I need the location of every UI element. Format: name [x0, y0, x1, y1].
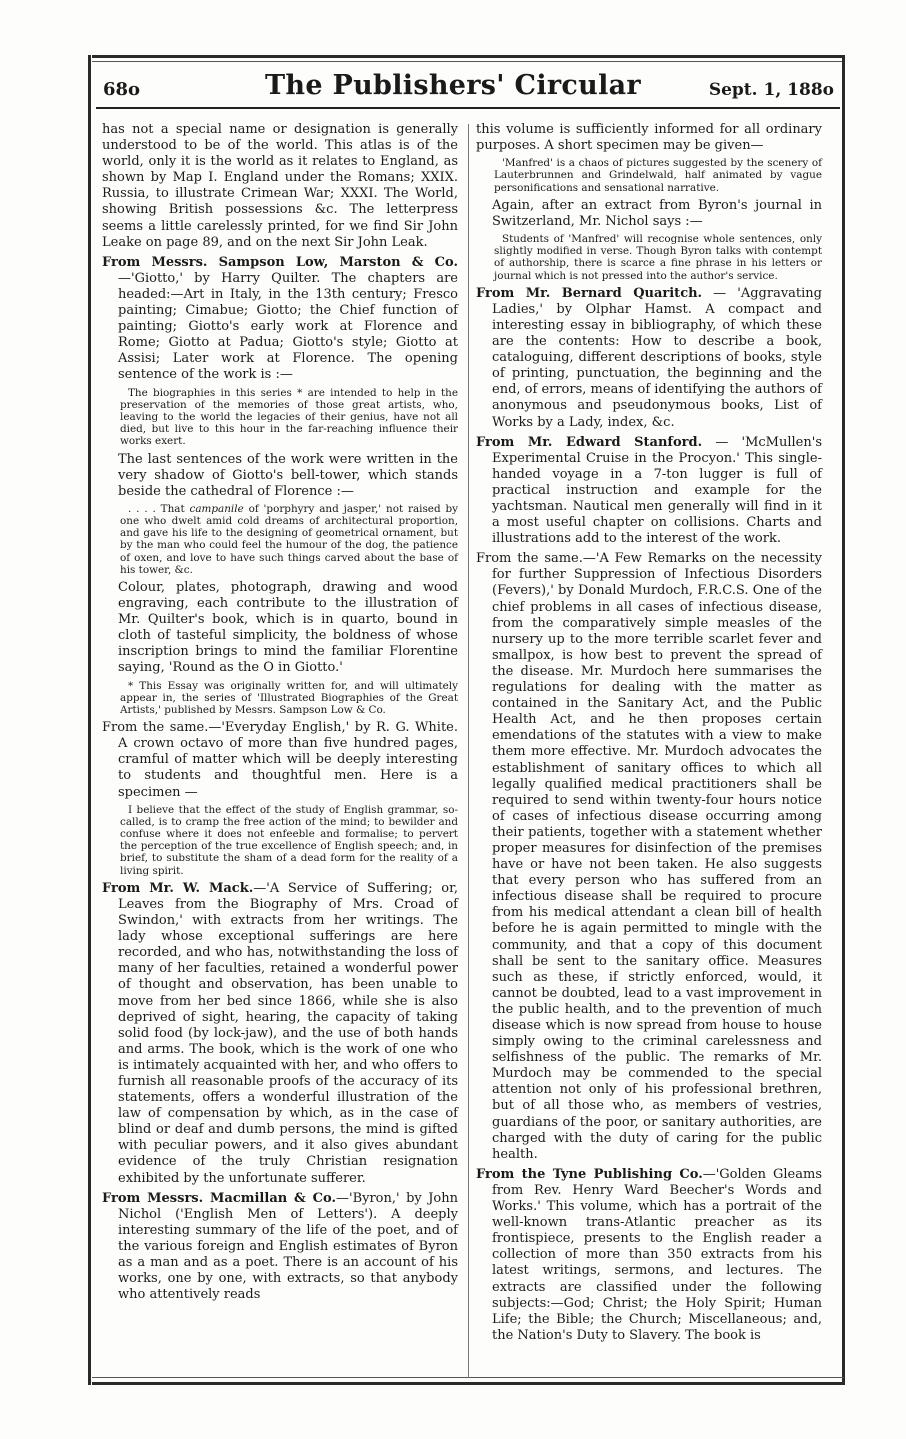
entry-publisher: From Mr. Bernard Quaritch. [476, 285, 703, 301]
quoted-extract [102, 503, 458, 576]
paragraph-text: From the same.—'Everyday English,' by R. G. White. A crown octavo of more than five hundred pages, cramful of matter which will be deeply interesting to students and thoughtful men. Here is a specimen — [102, 720, 458, 800]
review-entry [102, 881, 458, 1187]
review-entry [476, 551, 822, 1163]
review-entry [102, 720, 458, 800]
review-entry [476, 435, 822, 548]
paragraph-text: of 'porphyry and jasper,' not raised by one who dwelt amid cold dreams of architectural proportion, and gave his life to the designing of geometrical ornament, but by the man who could feel the humour of the dog, the patience of oxen, and love to have such things carved about the base of his tower, &c. [120, 502, 458, 576]
paragraph-text: Students of 'Manfred' will recognise whole sentences, only slightly modified in verse. Though Byron talks with contempt of authorship, there is scarce a fine phrase in his letters or journal which is not pressed into the author's service. [494, 232, 822, 282]
issue-date: Sept. 1, 188o [708, 80, 834, 100]
paragraph-text: —'A Service of Suffering; or, Leaves from the Biography of Mrs. Croad of Swindon,' with extracts from her writings. The lady whose exceptional sufferings are here recorded, and who has, notwithstanding the loss of many of her faculties, retained a wonderful power of thought and observation, has been unable to move from her bed since 1866, while she is also deprived of sight, hearing, the capacity of taking solid food (by lock-jaw), and the use of both hands and arms. The book, which is the work of one who is intimately acquainted with her, and who offers to furnish all reasonable proofs of the accuracy of its statements, offers a wonderful illustration of the law of compensation by which, as in the case of blind or deaf and dumb persons, the mind is gifted with peculiar powers, and it also gives abundant evidence of the truly Christian resignation exhibited by the unfortunate sufferer. [118, 880, 458, 1186]
paragraph [476, 122, 822, 154]
paragraph-text: — 'Aggravating Ladies,' by Olphar Hamst. A compact and interesting essay in bibliography, of which these are the contents: How to describe a book, cataloguing, different descriptions of books, style of printing, punctuation, the beginning and the end, of errors, means of identifying the authors of anonymous and pseudonymous books, List of Works by a Lady, index, &c. [492, 285, 822, 430]
paragraph [476, 198, 822, 230]
review-entry [102, 255, 458, 384]
border-top-rule [92, 55, 844, 58]
paragraph-text: 'Manfred' is a chaos of pictures suggested by the scenery of Lauterbrunnen and Grindelwald, half animated by vague personifications and sensational narrative. [494, 157, 822, 194]
quoted-extract [476, 157, 822, 194]
entry-publisher: From the Tyne Publishing Co. [476, 1166, 703, 1182]
quote-prefix: . . . . That [128, 502, 190, 515]
entry-publisher: From Mr. Edward Stanford. [476, 434, 703, 450]
review-entry [476, 1167, 822, 1344]
paragraph-text: Again, after an extract from Byron's journal in Switzerland, Mr. Nichol says :— [492, 197, 822, 229]
entry-publisher: From Mr. W. Mack. [102, 880, 254, 896]
paragraph-text: Colour, plates, photograph, drawing and wood engraving, each contribute to the illustration of Mr. Quilter's book, which is in quarto, bound in cloth of tasteful simplicity, the boldness of whose inscription brings to mind the familiar Florentine saying, 'Round as the O in Giotto.' [118, 580, 458, 676]
border-bottom-rule [92, 1382, 844, 1385]
paragraph [102, 580, 458, 677]
quoted-extract [476, 233, 822, 282]
review-entry [102, 1191, 458, 1304]
page-number: 68o [103, 79, 141, 100]
left-column [102, 122, 458, 1306]
review-entry [476, 286, 822, 431]
paragraph-text: —'Giotto,' by Harry Quilter. The chapters are headed:—Art in Italy, in the 13th century; Fresco painting; Cimabue; Giotto; the Chief function of painting; Giotto's early work at Florence and Rome; Giotto at Padua; Giotto's style; Giotto at Assisi; Later work at Florence. The opening sentence of the work is :— [118, 270, 458, 383]
quoted-extract [102, 387, 458, 448]
paragraph-text: The last sentences of the work were written in the very shadow of Giotto's bell-tower, which stands beside the cathedral of Florence :— [118, 451, 458, 499]
paragraph-text: has not a special name or designation is generally understood to be of the world. This atlas is of the world, only it is the world as it relates to England, as shown by Map I. England under the Romans; XXIX. Russia, to illustrate Crimean War; XXXI. The World, showing British possessions &c. The letterpress seems a little carelessly printed, for we find Sir John Leake on page 89, and on the next Sir John Leak. [102, 122, 458, 250]
entry-publisher: From Messrs. Sampson Low, Marston & Co. [102, 254, 458, 270]
quoted-extract [102, 680, 458, 717]
border-top-inner-rule [92, 61, 844, 62]
quoted-extract [102, 804, 458, 877]
paragraph-text: The biographies in this series * are intended to help in the preservation of the memories of those great artists, who, leaving to the world the legacies of their genius, have not all died, but live to this hour in the far-reaching influence their works exert. [120, 386, 458, 448]
page-title: The Publishers' Circular [265, 70, 641, 101]
paragraph-text: —'Byron,' by John Nichol ('English Men of Letters'). A deeply interesting summary of the life of the poet, and of the various foreign and English estimates of Byron as a man and as a poet. There is an account of his works, one by one, with extracts, so that anybody who attentively reads [118, 1190, 458, 1303]
column-divider [468, 124, 469, 1378]
border-left-rule [88, 55, 91, 1385]
paragraph [102, 122, 458, 251]
entry-publisher: From Messrs. Macmillan & Co. [102, 1190, 336, 1206]
border-right-rule [842, 55, 845, 1385]
paragraph-text: — 'McMullen's Experimental Cruise in the Procyon.' This single-handed voyage in a 7-ton lugger is full of practical instruction and example for the yachtsman. Nautical men generally will find in it a most useful chapter on collisions. Charts and illustrations add to the interest of the work. [492, 434, 822, 547]
paragraph-text: * This Essay was originally written for, and will ultimately appear in, the series of 'Illustrated Biographies of the Great Artists,' published by Messrs. Sampson Low & Co. [120, 679, 458, 716]
header-rule [96, 107, 840, 109]
paragraph-text: From the same.—'A Few Remarks on the necessity for further Suppression of Infectious Disorders (Fevers),' by Donald Murdoch, F.R.C.S. One of the chief problems in all cases of infectious disease, from the comparatively simple measles of the nursery up to the more terrible scarlet fever and smallpox, is how best to prevent the spread of the disease. Mr. Murdoch here summarises the regulations for dealing with the matter as contained in the Sanitary Act, and the Public Health Act, and he then proposes certain emendations of the statutes with a view to make them more effective. Mr. Murdoch advocates the establishment of sanitary offices to which all legally qualified medical practitioners shall be required to send within twenty-four hours notice of cases of infectious disease occurring among their patients, together with a statement whether proper measures for disinfection of the premises have or have not been taken. He also suggests that every person who has suffered from an infectious disease shall be required to procure from his medical attendant a clean bill of health before he is again permitted to mingle with the community, and that a copy of this document shall be sent to the sanitary office. Measures such as these, if strictly enforced, would, it cannot be doubted, lead to a vast improvement in the public health, and to the prevention of much disease which is now spread from house to house simply owing to the criminal carelessness and selfishness of the public. The remarks of Mr. Murdoch may be commended to the special attention not only of his professional brethren, but of all those who, as members of vestries, guardians of the poor, or sanitary authorities, are charged with the duty of caring for the public health. [476, 551, 822, 1162]
paragraph-text: —'Golden Gleams from Rev. Henry Ward Beecher's Words and Works.' This volume, which has a portrait of the well-known trans-Atlantic preacher as its frontispiece, presents to the English reader a collection of more than 350 extracts from his latest writings, sermons, and lectures. The extracts are classified under the following subjects:—God; Christ; the Holy Spirit; Human Life; the Bible; the Church; Miscellaneous; and, the Nation's Duty to Slavery. The book is [492, 1166, 822, 1343]
paragraph [102, 452, 458, 500]
paragraph-text: I believe that the effect of the study of English grammar, so-called, is to cramp the free action of the mind; to bewilder and confuse where it does not enfeeble and formalise; to pervert the perception of the true excellence of English speech; and, in brief, to substitute the sham of a dead form for the reality of a living spirit. [120, 803, 458, 877]
paragraph-text: this volume is sufficiently informed for all ordinary purposes. A short specimen may be given— [476, 122, 822, 154]
italic-term: campanile [189, 502, 244, 515]
right-column [476, 122, 822, 1347]
